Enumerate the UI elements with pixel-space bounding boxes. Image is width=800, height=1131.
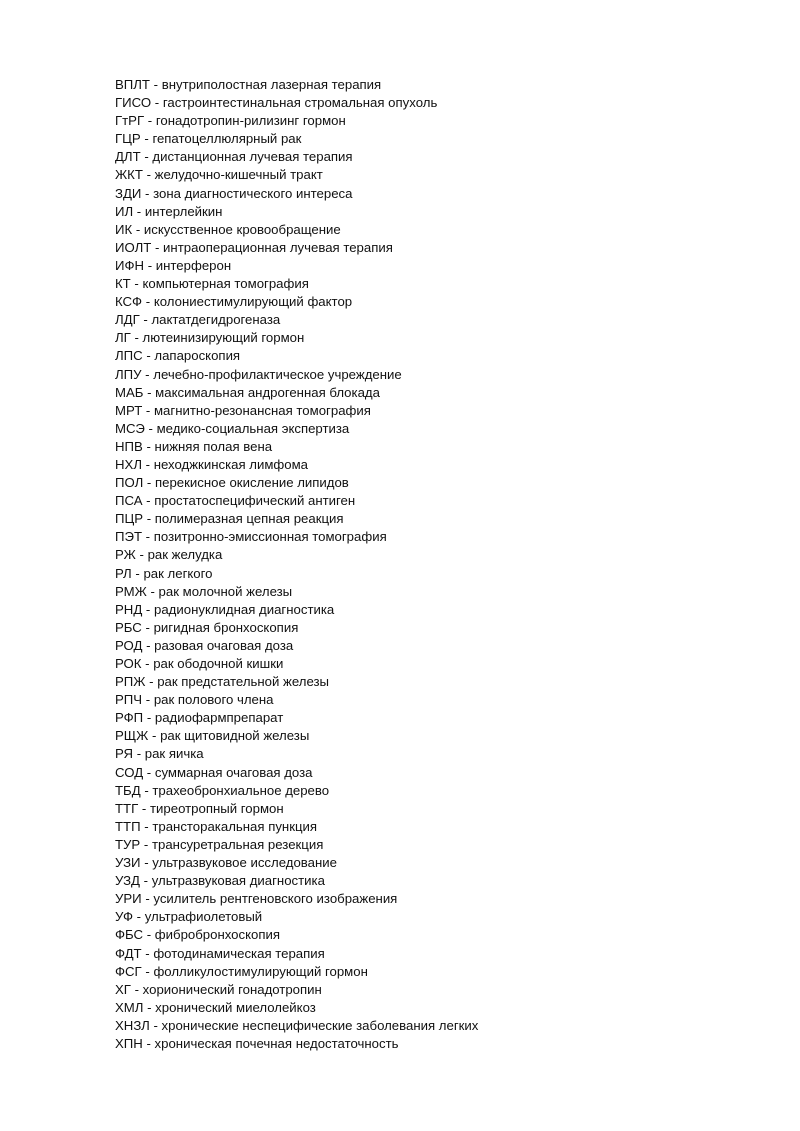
abbreviation-term: ХМЛ: [115, 999, 144, 1015]
abbreviation-definition: рак легкого: [143, 565, 213, 581]
abbreviation-term: МРТ: [115, 402, 143, 418]
separator-dash: [143, 1000, 155, 1015]
abbreviation-term: РПЧ: [115, 692, 143, 708]
abbreviation-term: УЗД: [115, 873, 140, 889]
abbreviation-definition: лактатдегидрогеназа: [151, 312, 281, 328]
abbreviation-entry: [115, 764, 478, 782]
abbreviation-entry: [115, 745, 478, 763]
abbreviation-definition: интерферон: [155, 257, 232, 273]
separator-dash: [143, 511, 155, 526]
abbreviation-term: РЯ: [115, 746, 134, 762]
abbreviation-term: МАБ: [115, 384, 144, 400]
abbreviation-entry: [115, 565, 478, 583]
abbreviation-definition: рак предстательной железы: [157, 674, 330, 690]
abbreviation-definition: неходжкинская лимфома: [153, 456, 308, 472]
abbreviation-term: ПСА: [115, 493, 143, 509]
abbreviation-definition: рак щитовидной железы: [160, 728, 310, 744]
abbreviation-definition: лапароскопия: [154, 348, 241, 364]
abbreviation-term: РЛ: [115, 565, 132, 581]
separator-dash: [140, 837, 152, 852]
separator-dash: [133, 909, 145, 924]
abbreviation-term: ИК: [115, 221, 133, 237]
abbreviation-definition: внутриполостная лазерная терапия: [161, 77, 382, 92]
abbreviation-term: ПЭТ: [115, 529, 143, 545]
abbreviation-entry: [115, 347, 478, 365]
separator-dash: [131, 982, 143, 997]
separator-dash: [142, 692, 154, 707]
abbreviation-term: ПЦР: [115, 511, 144, 527]
separator-dash: [133, 204, 145, 219]
abbreviation-definition: интерлейкин: [144, 203, 223, 219]
abbreviation-definition: магнитно-резонансная томография: [153, 402, 371, 418]
abbreviation-term: РЩЖ: [115, 728, 149, 744]
abbreviation-term: УРИ: [115, 891, 142, 907]
abbreviation-term: МСЭ: [115, 420, 145, 436]
separator-dash: [144, 113, 156, 128]
abbreviation-entry: [115, 275, 478, 293]
abbreviation-term: ПОЛ: [115, 475, 144, 491]
abbreviation-term: РПЖ: [115, 674, 146, 690]
abbreviation-term: ЛПУ: [115, 366, 142, 382]
separator-dash: [143, 710, 155, 725]
separator-dash: [140, 873, 152, 888]
abbreviation-term: РОД: [115, 637, 143, 653]
abbreviation-definition: дистанционная лучевая терапия: [152, 149, 353, 165]
abbreviation-term: ХНЗЛ: [115, 1017, 150, 1033]
abbreviation-term: ИФН: [115, 257, 145, 273]
separator-dash: [142, 403, 154, 418]
separator-dash: [143, 439, 155, 454]
abbreviation-entry: [115, 546, 478, 564]
abbreviation-term: КТ: [115, 276, 131, 292]
abbreviation-definition: интраоперационная лучевая терапия: [163, 239, 393, 255]
separator-dash: [147, 584, 159, 599]
abbreviation-definition: трансторакальная пункция: [152, 818, 318, 834]
abbreviation-term: ТБД: [115, 782, 141, 798]
abbreviation-entry: [115, 510, 478, 528]
abbreviation-entry: [115, 148, 478, 166]
abbreviation-definition: позитронно-эмиссионная томография: [153, 529, 387, 545]
abbreviation-definition: хронические неспецифические заболевания легких: [161, 1017, 479, 1033]
abbreviation-entry: [115, 945, 478, 963]
abbreviation-term: ГЦР: [115, 131, 141, 147]
abbreviation-term: ЛГ: [115, 330, 131, 346]
abbreviation-definition: ригидная бронхоскопия: [153, 619, 299, 635]
abbreviation-definition: зона диагностического интереса: [153, 185, 353, 201]
abbreviation-term: ИЛ: [115, 203, 134, 219]
abbreviation-term: РМЖ: [115, 583, 147, 599]
abbreviation-entry: [115, 185, 478, 203]
abbreviation-definition: лютеинизирующий гормон: [142, 330, 305, 346]
abbreviation-definition: фибробронхоскопия: [154, 927, 281, 943]
separator-dash: [143, 385, 155, 400]
abbreviation-definition: компьютерная томография: [142, 276, 309, 292]
separator-dash: [141, 186, 153, 201]
abbreviation-definition: гонадотропин-рилизинг гормон: [155, 113, 346, 129]
abbreviation-term: ВПЛТ: [115, 77, 150, 92]
abbreviation-entry: [115, 1035, 478, 1053]
abbreviation-definition: хорионический гонадотропин: [142, 981, 322, 997]
abbreviation-entry: [115, 438, 478, 456]
abbreviation-term: ЛДГ: [115, 312, 140, 328]
abbreviation-term: ФДТ: [115, 945, 142, 961]
separator-dash: [138, 801, 150, 816]
separator-dash: [142, 891, 154, 906]
abbreviation-definition: разовая очаговая доза: [154, 637, 294, 653]
abbreviation-entry: [115, 257, 478, 275]
abbreviation-entry: [115, 999, 478, 1017]
abbreviation-term: УФ: [115, 909, 133, 925]
abbreviation-entry: [115, 673, 478, 691]
abbreviation-definition: трахеобронхиальное дерево: [152, 782, 330, 798]
abbreviation-entry: [115, 112, 478, 130]
abbreviation-definition: хронический миелолейкоз: [155, 999, 316, 1015]
abbreviation-term: ТУР: [115, 836, 141, 852]
abbreviation-entry: [115, 709, 478, 727]
abbreviation-term: СОД: [115, 764, 144, 780]
abbreviation-entry: [115, 94, 478, 112]
abbreviation-entry: [115, 981, 478, 999]
separator-dash: [148, 728, 160, 743]
separator-dash: [151, 95, 163, 110]
abbreviation-term: ТТП: [115, 818, 141, 834]
abbreviation-entry: [115, 926, 478, 944]
separator-dash: [142, 638, 154, 653]
separator-dash: [141, 131, 153, 146]
abbreviation-definition: фолликулостимулирующий гормон: [153, 963, 368, 979]
abbreviation-entry: [115, 1017, 478, 1035]
abbreviation-definition: трансуретральная резекция: [151, 836, 324, 852]
separator-dash: [142, 529, 154, 544]
separator-dash: [143, 167, 155, 182]
separator-dash: [141, 656, 153, 671]
abbreviation-entry: [115, 293, 478, 311]
abbreviation-entry: [115, 963, 478, 981]
abbreviation-definition: перекисное окисление липидов: [154, 475, 349, 491]
abbreviation-term: ЗДИ: [115, 185, 142, 201]
abbreviation-definition: усилитель рентгеновского изображения: [153, 891, 398, 907]
abbreviation-entry: [115, 655, 478, 673]
separator-dash: [143, 493, 155, 508]
abbreviation-definition: ультразвуковая диагностика: [151, 873, 325, 889]
separator-dash: [133, 746, 145, 761]
separator-dash: [132, 566, 144, 581]
separator-dash: [151, 240, 163, 255]
abbreviation-term: НХЛ: [115, 456, 142, 472]
abbreviation-entry: [115, 221, 478, 239]
abbreviation-entry: [115, 384, 478, 402]
abbreviation-term: ХПН: [115, 1035, 143, 1051]
abbreviation-entry: [115, 402, 478, 420]
separator-dash: [144, 258, 156, 273]
separator-dash: [142, 620, 154, 635]
abbreviation-entry: [115, 872, 478, 890]
separator-dash: [145, 674, 157, 689]
abbreviation-term: КСФ: [115, 294, 143, 310]
abbreviation-entry: [115, 329, 478, 347]
abbreviation-definition: простатоспецифический антиген: [154, 493, 356, 509]
abbreviation-entry: [115, 800, 478, 818]
abbreviation-definition: гастроинтестинальная стромальная опухоль: [162, 95, 438, 111]
separator-dash: [131, 276, 143, 291]
abbreviation-list: [115, 76, 478, 1053]
separator-dash: [143, 348, 155, 363]
abbreviation-entry: [115, 239, 478, 257]
abbreviation-term: ЛПС: [115, 348, 143, 364]
abbreviation-term: ЖКТ: [115, 167, 143, 183]
separator-dash: [142, 946, 154, 961]
separator-dash: [145, 421, 157, 436]
abbreviation-entry: [115, 854, 478, 872]
separator-dash: [142, 367, 154, 382]
abbreviation-entry: [115, 76, 478, 94]
abbreviation-entry: [115, 818, 478, 836]
abbreviation-entry: [115, 203, 478, 221]
abbreviation-definition: рак ободочной кишки: [153, 656, 284, 671]
abbreviation-entry: [115, 691, 478, 709]
abbreviation-term: ГтРГ: [115, 113, 145, 129]
separator-dash: [141, 819, 153, 834]
abbreviation-definition: рак желудка: [147, 547, 223, 563]
separator-dash: [150, 77, 162, 92]
abbreviation-term: ИОЛТ: [115, 239, 152, 255]
abbreviation-entry: [115, 456, 478, 474]
separator-dash: [143, 475, 155, 490]
abbreviation-definition: рак яичка: [144, 746, 204, 762]
abbreviation-term: ФБС: [115, 927, 144, 943]
separator-dash: [142, 457, 154, 472]
separator-dash: [142, 964, 154, 979]
abbreviation-entry: [115, 727, 478, 745]
abbreviation-definition: ультрафиолетовый: [144, 909, 263, 925]
abbreviation-definition: максимальная андрогенная блокада: [155, 384, 380, 400]
abbreviation-term: РНД: [115, 601, 143, 617]
abbreviation-definition: хроническая почечная недостаточность: [154, 1035, 399, 1051]
separator-dash: [131, 330, 143, 345]
abbreviation-definition: радионуклидная диагностика: [154, 601, 335, 617]
abbreviation-term: РБС: [115, 619, 142, 635]
abbreviation-entry: [115, 166, 478, 184]
abbreviation-definition: рак полового члена: [153, 692, 274, 708]
separator-dash: [136, 547, 148, 562]
abbreviation-definition: тиреотропный гормон: [150, 800, 284, 816]
abbreviation-entry: [115, 311, 478, 329]
separator-dash: [142, 602, 154, 617]
abbreviation-entry: [115, 583, 478, 601]
abbreviation-definition: ультразвуковое исследование: [152, 855, 337, 871]
abbreviation-definition: медико-социальная экспертиза: [156, 420, 350, 436]
abbreviation-definition: желудочно-кишечный тракт: [154, 167, 323, 183]
abbreviation-definition: гепатоцеллюлярный рак: [152, 131, 302, 147]
abbreviation-definition: рак молочной железы: [158, 583, 293, 599]
abbreviation-entry: [115, 130, 478, 148]
separator-dash: [141, 855, 153, 870]
abbreviation-entry: [115, 908, 478, 926]
abbreviation-term: ХГ: [115, 981, 131, 997]
abbreviation-definition: колониестимулирующий фактор: [153, 294, 353, 310]
abbreviation-definition: лечебно-профилактическое учреждение: [153, 366, 402, 382]
abbreviation-term: НПВ: [115, 438, 143, 454]
abbreviation-entry: [115, 474, 478, 492]
abbreviation-entry: [115, 836, 478, 854]
abbreviation-term: ФСГ: [115, 963, 142, 979]
abbreviation-term: УЗИ: [115, 855, 141, 871]
abbreviation-entry: [115, 637, 478, 655]
abbreviation-definition: полимеразная цепная реакция: [154, 511, 344, 527]
separator-dash: [132, 222, 144, 237]
abbreviation-term: РФП: [115, 710, 144, 726]
abbreviation-definition: искусственное кровообращение: [143, 221, 341, 237]
separator-dash: [143, 765, 155, 780]
abbreviation-entry: [115, 619, 478, 637]
abbreviation-entry: [115, 492, 478, 510]
abbreviation-term: ГИСО: [115, 95, 152, 111]
abbreviation-term: ДЛТ: [115, 149, 141, 165]
separator-dash: [143, 1036, 155, 1051]
separator-dash: [140, 312, 152, 327]
abbreviation-entry: [115, 420, 478, 438]
abbreviation-entry: [115, 366, 478, 384]
separator-dash: [150, 1018, 162, 1033]
abbreviation-definition: нижняя полая вена: [154, 438, 273, 454]
abbreviation-entry: [115, 782, 478, 800]
abbreviation-term: РЖ: [115, 547, 136, 563]
abbreviation-term: ТТГ: [115, 800, 139, 816]
separator-dash: [141, 149, 153, 164]
abbreviation-definition: суммарная очаговая доза: [154, 764, 313, 780]
abbreviation-definition: радиофармпрепарат: [154, 710, 284, 726]
abbreviation-definition: фотодинамическая терапия: [153, 945, 325, 961]
separator-dash: [141, 783, 153, 798]
separator-dash: [143, 927, 155, 942]
abbreviation-entry: [115, 528, 478, 546]
separator-dash: [142, 294, 154, 309]
abbreviation-entry: [115, 601, 478, 619]
abbreviation-term: РОК: [115, 656, 142, 671]
abbreviation-entry: [115, 890, 478, 908]
